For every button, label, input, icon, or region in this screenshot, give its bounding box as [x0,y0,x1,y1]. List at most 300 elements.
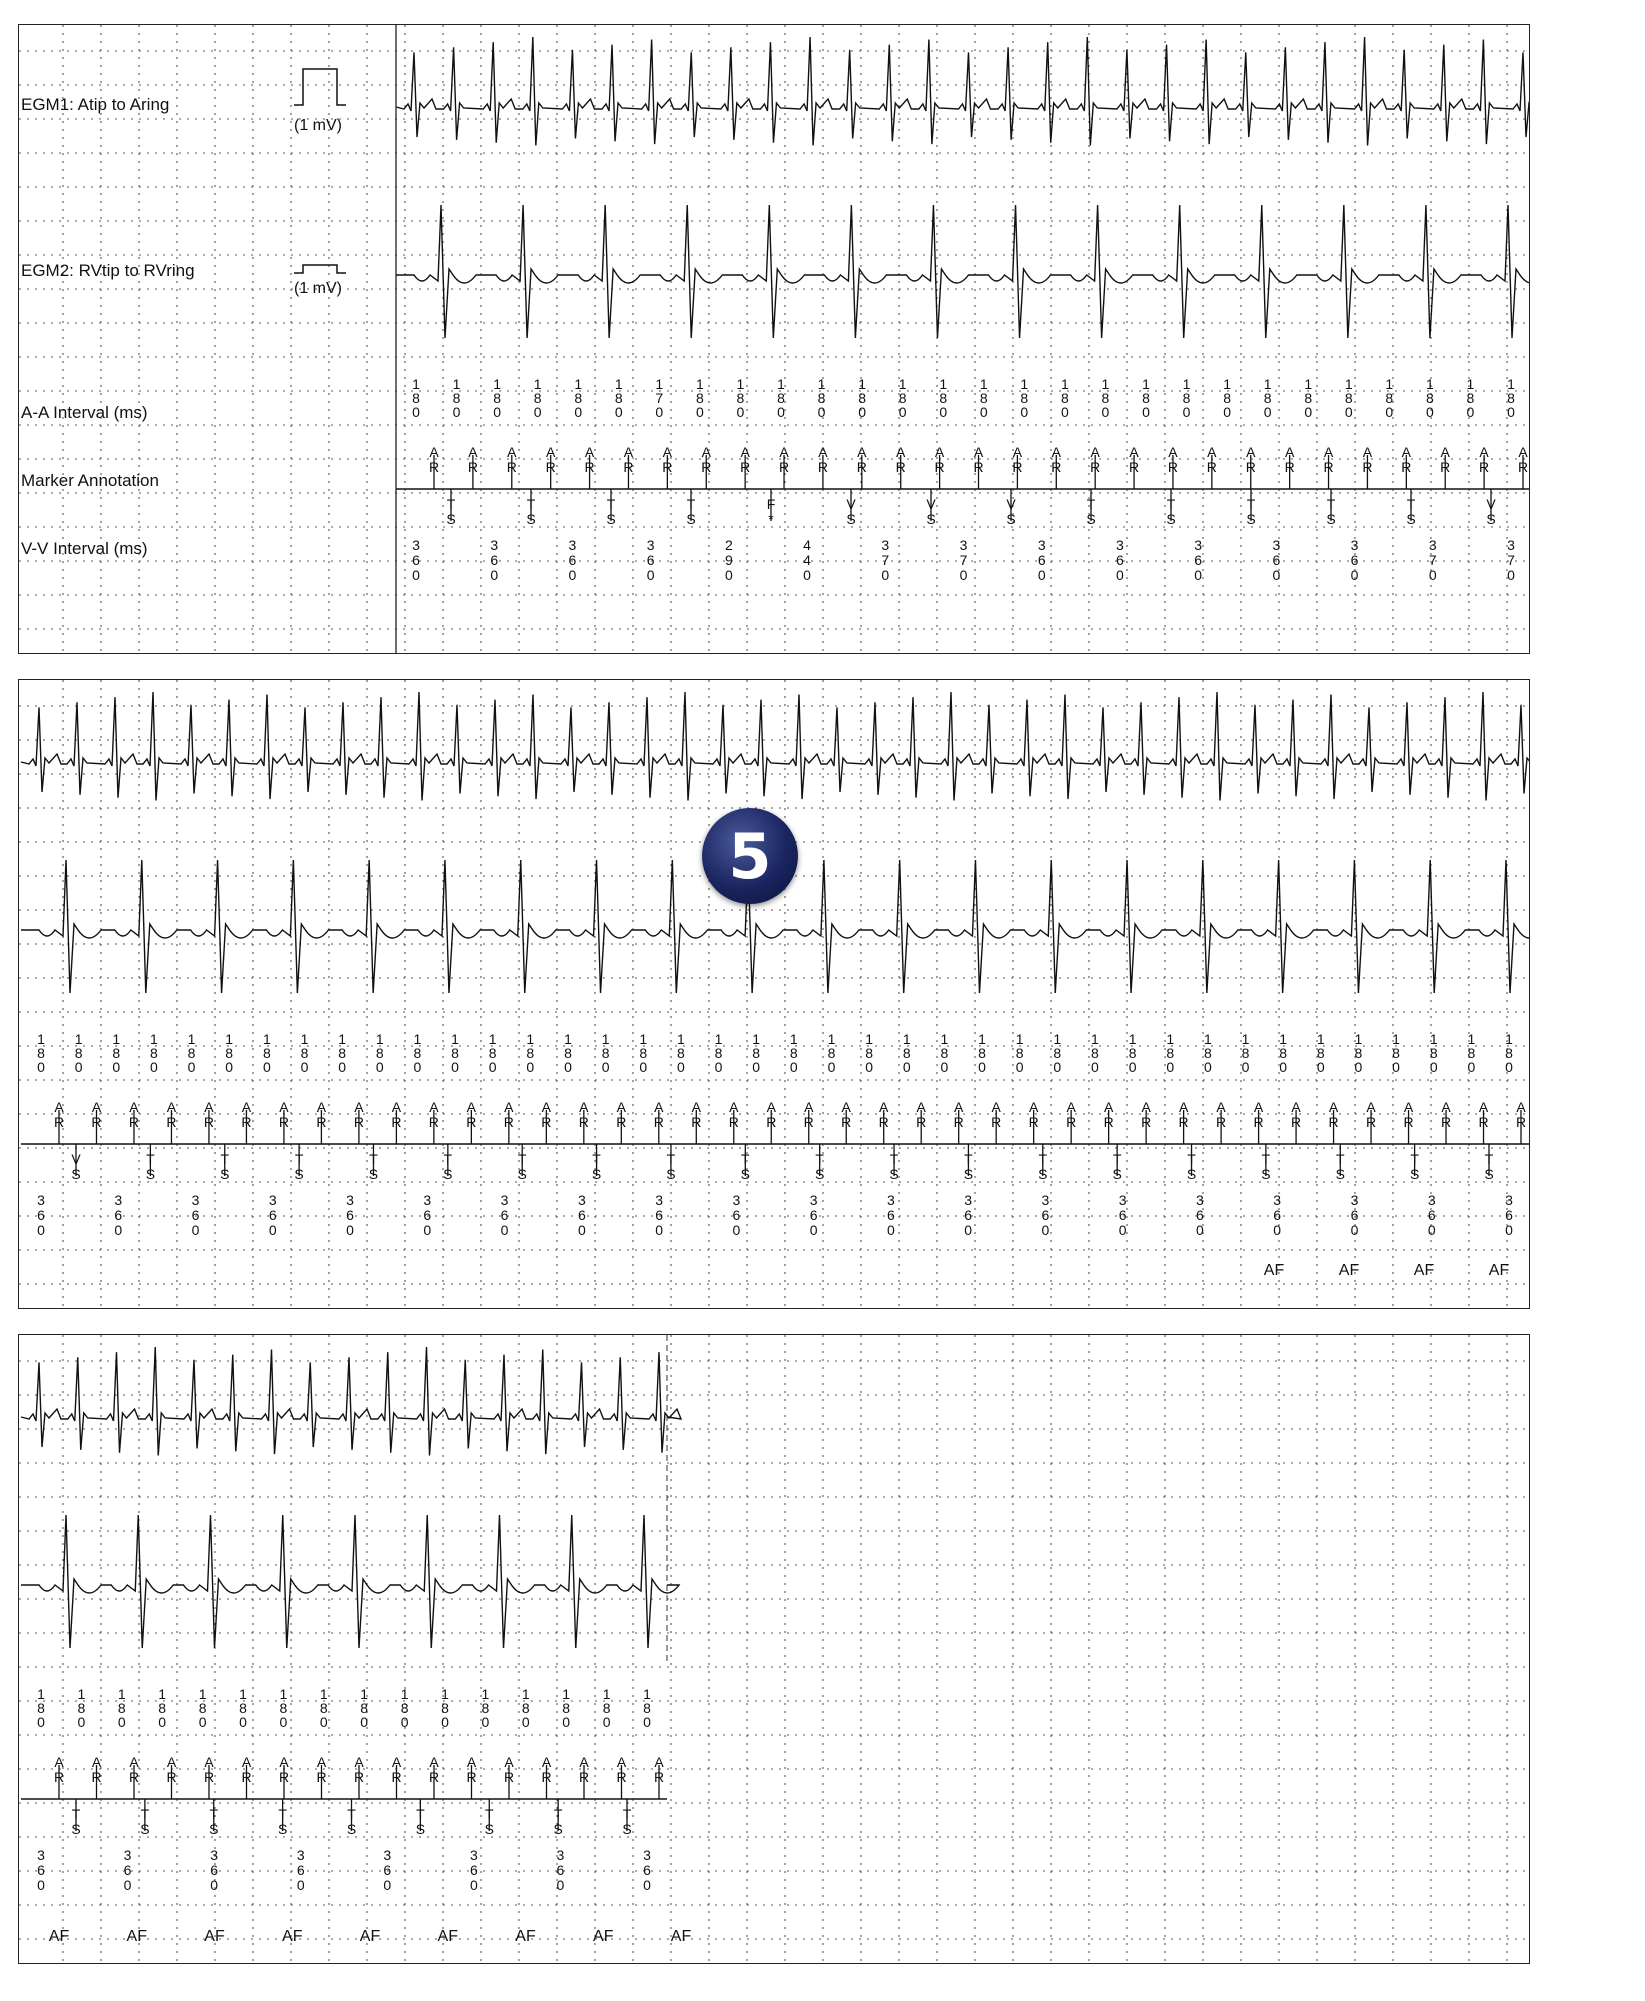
aa-interval-value [320,1686,328,1730]
atrial-marker-char: A [857,444,867,460]
aa-interval-value-char: 1 [1020,376,1029,392]
aa-interval-value-char: 0 [1304,404,1313,420]
atrial-marker-char: R [616,1769,627,1785]
atrial-marker-char: A [1253,1099,1264,1115]
aa-interval-value-char: 0 [614,404,623,420]
atrial-marker [91,1754,101,1785]
aa-interval-value-char: 8 [360,1700,369,1716]
aa-interval-value-char: 8 [902,1045,911,1061]
aa-interval-value-char: 8 [225,1045,234,1061]
aa-interval-value-char: 1 [488,1031,497,1047]
atrial-marker-char: A [129,1754,139,1770]
atrial-marker [973,444,983,475]
aa-interval-value-char: 0 [898,404,907,420]
aa-interval-value-char: 1 [413,1031,422,1047]
vv-interval-value-char: 0 [1194,567,1203,583]
atrial-marker [954,1099,964,1130]
aa-interval-value-char: 8 [441,1700,449,1716]
aa-interval-value-char: 0 [412,404,420,420]
atrial-marker-char: A [729,1099,739,1115]
ventricular-marker-char: T [446,496,456,512]
atrial-marker-char: R [506,459,517,475]
aa-interval-value-char: 1 [158,1686,167,1702]
atrial-marker-char: R [428,1114,439,1130]
ventricular-marker-char: S [446,511,456,527]
atrial-marker [129,1099,139,1130]
aa-interval-value-char: 0 [655,404,664,420]
ventricular-marker [666,1151,675,1182]
aa-interval-value-char: 1 [1101,376,1110,392]
aa-interval-value-char: 8 [1505,1045,1513,1061]
aa-interval-value-char: 8 [939,390,948,406]
ventricular-marker-char: T [686,496,696,512]
vv-interval-value-char: 0 [803,567,811,583]
atrial-marker [541,1754,551,1785]
ventricular-marker-char: S [346,1821,357,1837]
atrial-marker-char: R [895,459,906,475]
atrial-marker-char: A [541,1754,552,1770]
atrial-marker [740,444,750,475]
atrial-marker-char: A [391,1099,402,1115]
aa-interval-value [78,1686,86,1730]
aa-interval-value [1204,1031,1212,1075]
ventricular-marker-char: S [1484,1166,1494,1182]
aa-interval-value-char: 8 [413,1045,422,1061]
aa-interval-value-char: 8 [1166,1045,1175,1061]
ventricular-marker [209,1806,218,1837]
atrial-marker [129,1754,139,1785]
af-label: AF [359,1928,381,1945]
aa-interval-value [534,376,542,420]
vv-interval-value-char: 6 [809,1207,818,1223]
vv-interval-value-char: 6 [1118,1207,1127,1223]
aa-interval-value [1430,1031,1438,1075]
atrial-marker-char: R [803,1114,814,1130]
vv-interval-value-char: 6 [1350,552,1359,568]
ventricular-marker-char: T [1261,1151,1271,1167]
aa-interval-value-char: 0 [1263,404,1272,420]
af-label: AF [1413,1262,1435,1279]
aa-interval-value-char: 0 [150,1059,158,1075]
atrial-marker-char: R [91,1114,102,1130]
vv-interval-value-char: 3 [1507,537,1515,553]
aa-interval-value [939,376,947,420]
af-label: AF [48,1928,70,1945]
aa-interval-value-char: 8 [279,1700,288,1716]
aa-interval-value-char: 8 [198,1700,207,1716]
vv-interval-value-char: 3 [886,1192,895,1208]
aa-interval-value [37,1031,45,1075]
aa-interval-value-char: 0 [714,1059,723,1075]
vv-interval-value-char: 3 [568,537,577,553]
aa-interval-value-char: 0 [451,1059,459,1075]
aa-interval-value-char: 1 [1166,1031,1175,1047]
vv-interval-value-char: 3 [383,1847,392,1863]
vv-interval-value-char: 3 [412,537,420,553]
ventricular-marker [71,1151,81,1182]
aa-interval-value-char: 8 [1392,1045,1400,1061]
aa-interval-value-char: 8 [338,1045,347,1061]
atrial-marker [616,1099,626,1130]
vv-interval-value-char: 3 [37,1192,45,1208]
aa-interval-value [75,1031,83,1075]
ventricular-marker-char: S [553,1821,563,1837]
egm2-label: EGM2: RVtip to RVring [21,261,195,280]
vv-interval-value-char: 3 [1505,1192,1513,1208]
aa-interval-value-char: 0 [1505,1059,1513,1075]
ventricular-marker [1486,496,1496,527]
atrial-marker-char: R [467,459,478,475]
ventricular-marker-char: T [889,1151,899,1167]
aa-interval-value-char: 0 [1203,1059,1212,1075]
aa-interval-value-char: 1 [736,376,745,392]
aa-interval-value-char: 1 [187,1031,196,1047]
atrial-marker-char: R [241,1769,252,1785]
ventricular-marker-char: S [526,511,536,527]
aa-interval-value-char: 8 [1060,390,1069,406]
ventricular-marker-char: S [591,1166,602,1182]
egm1-trace [21,692,1530,801]
aa-interval-value-char: 8 [1344,390,1353,406]
ventricular-marker-char: S [1186,1166,1197,1182]
atrial-marker [504,1754,514,1785]
aa-interval-value-char: 1 [1015,1031,1024,1047]
atrial-marker [818,444,828,475]
vv-interval-value [37,1192,45,1238]
atrial-marker-char: A [541,1099,552,1115]
vv-interval-value-char: 0 [655,1222,664,1238]
aa-interval-value-char: 8 [643,1700,651,1716]
aa-interval-value-char: 8 [979,390,988,406]
vv-interval-value-char: 6 [1427,1207,1436,1223]
atrial-marker-char: A [1103,1099,1114,1115]
aa-interval-value [1166,1031,1174,1075]
egm1-label: EGM1: Atip to Aring [21,95,170,114]
aa-interval-value-char: 0 [112,1059,121,1075]
aa-interval-value-char: 1 [655,376,664,392]
ventricular-marker-char: S [277,1821,288,1837]
atrial-marker-char: A [1284,444,1295,460]
atrial-marker-char: A [1518,444,1528,460]
af-label: AF [282,1928,303,1945]
atrial-marker [316,1099,326,1130]
aa-interval-value-char: 8 [898,390,907,406]
ventricular-marker [606,496,615,527]
vv-interval-value [423,1192,431,1238]
aa-interval-value [639,1031,647,1075]
atrial-marker [54,1754,64,1785]
ventricular-marker-char: S [1406,511,1416,527]
aa-interval-value-char: 8 [978,1045,986,1061]
ventricular-marker-char: V [926,496,936,512]
aa-interval-value-char: 1 [676,1031,685,1047]
aa-interval-value-char: 1 [1304,376,1313,392]
atrial-marker [1029,1099,1039,1130]
vv-interval-value-char: 6 [556,1862,565,1878]
aa-interval-value-char: 0 [752,1059,761,1075]
aa-interval-value-char: 8 [158,1700,167,1716]
ventricular-marker-char: T [416,1806,425,1822]
aa-interval-value [526,1031,534,1075]
aa-interval-value-char: 1 [150,1031,158,1047]
ventricular-marker-char: S [294,1166,304,1182]
aa-interval-value-char: 1 [1392,1031,1400,1047]
aa-interval-value-char: 0 [978,1059,986,1075]
atrial-marker-char: A [504,1754,514,1770]
atrial-marker-char: A [279,1754,289,1770]
ventricular-marker-char: S [1006,511,1016,527]
aa-interval-value [522,1686,530,1730]
aa-interval-value-char: 0 [1223,404,1232,420]
atrial-marker-char: A [91,1754,102,1770]
atrial-marker [1403,1099,1413,1130]
aa-interval-value-char: 8 [562,1700,571,1716]
atrial-marker [354,1099,364,1130]
aa-interval-value-char: 0 [300,1059,309,1075]
atrial-marker-char: R [541,1114,552,1130]
aa-interval-value-char: 0 [940,1059,949,1075]
aa-interval-value-char: 8 [676,1045,685,1061]
aa-interval-value-char: 1 [1241,1031,1250,1047]
atrial-marker-char: R [856,459,867,475]
vv-interval-value [192,1192,200,1238]
aa-interval-value [777,376,785,420]
af-label: AF [670,1928,692,1945]
aa-interval-value-char: 8 [117,1700,126,1716]
grid [19,680,1530,1309]
atrial-marker [1366,1099,1376,1130]
atrial-marker [879,1099,889,1130]
atrial-marker [991,1099,1001,1130]
aa-interval-value-char: 0 [676,1059,685,1075]
ventricular-marker [1112,1151,1121,1182]
aa-interval-value-char: 8 [1507,390,1515,406]
vv-interval-value [964,1192,972,1238]
aa-interval-value [1016,1031,1024,1075]
vv-interval-value [557,1847,565,1893]
atrial-marker [468,444,478,475]
aa-interval-value-char: 1 [451,1031,459,1047]
ventricular-marker [485,1806,494,1837]
vv-interval-value-char: 6 [568,552,577,568]
atrial-marker-char: R [1403,1114,1414,1130]
vv-interval-value [647,537,655,583]
vv-interval-value-char: 0 [724,567,733,583]
ventricular-marker-char: S [209,1821,219,1837]
atrial-marker-char: A [916,1099,926,1115]
atrial-marker [857,444,867,475]
atrial-marker-char: A [654,1754,664,1770]
atrial-marker-char: A [391,1754,402,1770]
aa-interval-value-char: 0 [493,404,502,420]
ventricular-marker-char: T [140,1806,150,1822]
vv-interval-value-char: 6 [732,1207,741,1223]
atrial-marker [841,1099,851,1130]
vv-interval-value [887,1192,895,1238]
aa-interval-value-char: 1 [279,1686,288,1702]
vv-interval-value-char: 0 [643,1877,651,1893]
strip-3-svg [19,1335,1530,1964]
vv-interval-value [810,1192,818,1238]
vv-interval-value-char: 6 [886,1207,895,1223]
aa-interval-value-char: 8 [400,1700,409,1716]
aa-interval-value-char: 8 [1304,390,1313,406]
vv-interval-value-char: 0 [123,1877,132,1893]
aa-interval-value [677,1031,685,1075]
atrial-marker-char: R [701,459,712,475]
aa-interval-value-char: 1 [1344,376,1353,392]
vv-interval-value [1116,537,1124,583]
aa-interval-value-char: 8 [1053,1045,1062,1061]
aa-interval-value-char: 8 [37,1045,45,1061]
atrial-marker-char: R [653,1769,665,1785]
aa-interval-value-char: 8 [1128,1045,1137,1061]
atrial-marker-char: R [691,1114,702,1130]
vv-interval-value-char: 0 [959,567,968,583]
atrial-marker [896,444,906,475]
aa-interval-value-char: 0 [1142,404,1150,420]
aa-interval-value-char: 0 [1091,1059,1099,1075]
vv-interval-value [1194,537,1202,583]
atrial-marker-char: A [991,1099,1001,1115]
vv-interval-value [383,1847,391,1893]
atrial-marker-char: R [503,1114,514,1130]
aa-interval-value-char: 8 [319,1700,328,1716]
atrial-marker-char: R [428,459,440,475]
vv-interval-value-char: 6 [1037,552,1046,568]
aa-interval-value-char: 1 [601,1031,610,1047]
ventricular-marker-char: V [71,1151,81,1167]
vv-interval-value [960,537,968,583]
vv-interval-value [643,1847,651,1893]
atrial-marker [1291,1099,1301,1130]
aa-interval-value [562,1686,570,1730]
atrial-marker-char: R [1253,1114,1264,1130]
aa-interval-value-char: 0 [375,1059,384,1075]
ventricular-marker-char: T [1166,496,1176,512]
vv-interval-value [881,537,889,583]
ventricular-marker-char: S [1246,511,1256,527]
aa-interval-value-char: 1 [117,1686,126,1702]
vv-interval-value-char: 6 [1273,1207,1282,1223]
vv-interval-value-char: 3 [1272,537,1281,553]
atrial-marker [1207,444,1217,475]
atrial-marker-char: A [466,1754,477,1770]
aa-interval-value-char: 0 [338,1059,347,1075]
aa-interval-value [696,376,704,420]
aa-interval-value-char: 8 [752,1045,761,1061]
aa-interval-value-char: 8 [375,1045,384,1061]
aa-interval-value-char: 0 [262,1059,271,1075]
vv-interval-value [1273,1192,1281,1238]
aa-interval-value [199,1686,207,1730]
atrial-marker-char: R [1090,459,1101,475]
atrial-marker-char: A [204,1099,214,1115]
atrial-marker-char: R [203,1114,215,1130]
aa-interval-value-char: 0 [526,1059,535,1075]
vv-interval-value-char: 0 [1118,1222,1127,1238]
aa-interval-value-char: 8 [695,390,704,406]
vv-interval-value [1038,537,1046,583]
aa-interval-value [263,1031,271,1075]
aa-interval-value-char: 0 [1425,404,1434,420]
vv-interval-value-char: 3 [556,1847,565,1863]
aa-interval-value-char: 0 [158,1714,167,1730]
aa-interval-value-char: 1 [1466,376,1475,392]
aa-interval-value-char: 0 [1015,1059,1024,1075]
vv-interval-value-char: 6 [500,1207,509,1223]
atrial-marker-char: A [662,444,673,460]
aa-interval-value [828,1031,836,1075]
vv-interval-value [1351,1192,1359,1238]
aa-interval-value-char: 0 [452,404,461,420]
ventricular-marker-char: T [553,1806,563,1822]
vv-interval-value-char: 0 [500,1222,509,1238]
aa-interval-value-char: 8 [521,1700,530,1716]
aa-interval-value-char: 8 [493,390,502,406]
vv-interval-value-char: 4 [803,537,811,553]
aa-interval-value [37,1686,45,1730]
strip-1-svg [19,25,1530,654]
aa-interval-value-char: 0 [827,1059,836,1075]
vv-interval-value-char: 6 [383,1862,392,1878]
aa-interval-value-char: 8 [187,1045,196,1061]
vv-interval-value-char: 3 [123,1847,132,1863]
atrial-marker [1246,444,1256,475]
ventricular-marker [592,1151,601,1182]
aa-interval-value-char: 0 [239,1714,247,1730]
aa-interval-value-char: 0 [736,404,745,420]
atrial-marker-char: A [616,1099,626,1115]
af-label: AF [204,1928,225,1945]
ventricular-marker [140,1806,149,1837]
atrial-marker-char: A [1012,444,1023,460]
strip-panel-3 [18,1334,1530,1964]
aa-interval-value-char: 8 [1425,390,1434,406]
ventricular-marker-char: T [294,1151,304,1167]
atrial-marker [1362,444,1372,475]
vv-interval-value [1196,1192,1204,1238]
ventricular-marker-char: T [1326,496,1336,512]
vv-interval-value-char: 6 [123,1862,132,1878]
ventricular-marker-char: S [517,1166,527,1182]
aa-interval-value-char: 8 [526,1045,535,1061]
vv-interval-value-char: 0 [1350,567,1359,583]
ventricular-marker-char: S [443,1166,453,1182]
vv-interval-value-char: 6 [1194,552,1203,568]
aa-interval-value-char: 1 [695,376,704,392]
vv-interval-value-char: 3 [1196,1192,1204,1208]
atrial-marker-char: A [1328,1099,1339,1115]
aa-interval-value [1392,1031,1400,1075]
vv-interval-value-char: 6 [346,1207,354,1223]
aa-interval-value [280,1686,288,1730]
aa-interval-value-char: 8 [1142,390,1150,406]
atrial-marker-char: R [1129,459,1140,475]
atrial-marker [779,444,789,475]
aa-interval-value-char: 8 [1429,1045,1438,1061]
grid [19,1335,1530,1964]
atrial-marker-char: A [1141,1099,1151,1115]
aa-interval-value-char: 0 [533,404,542,420]
ventricular-marker [1484,1151,1493,1182]
aa-interval-value [188,1031,196,1075]
vv-interval-value [114,1192,122,1238]
vv-interval-value-char: 0 [383,1877,392,1893]
aa-interval-value [225,1031,233,1075]
aa-interval-value [818,376,826,420]
aa-interval-value-char: 1 [526,1031,535,1047]
